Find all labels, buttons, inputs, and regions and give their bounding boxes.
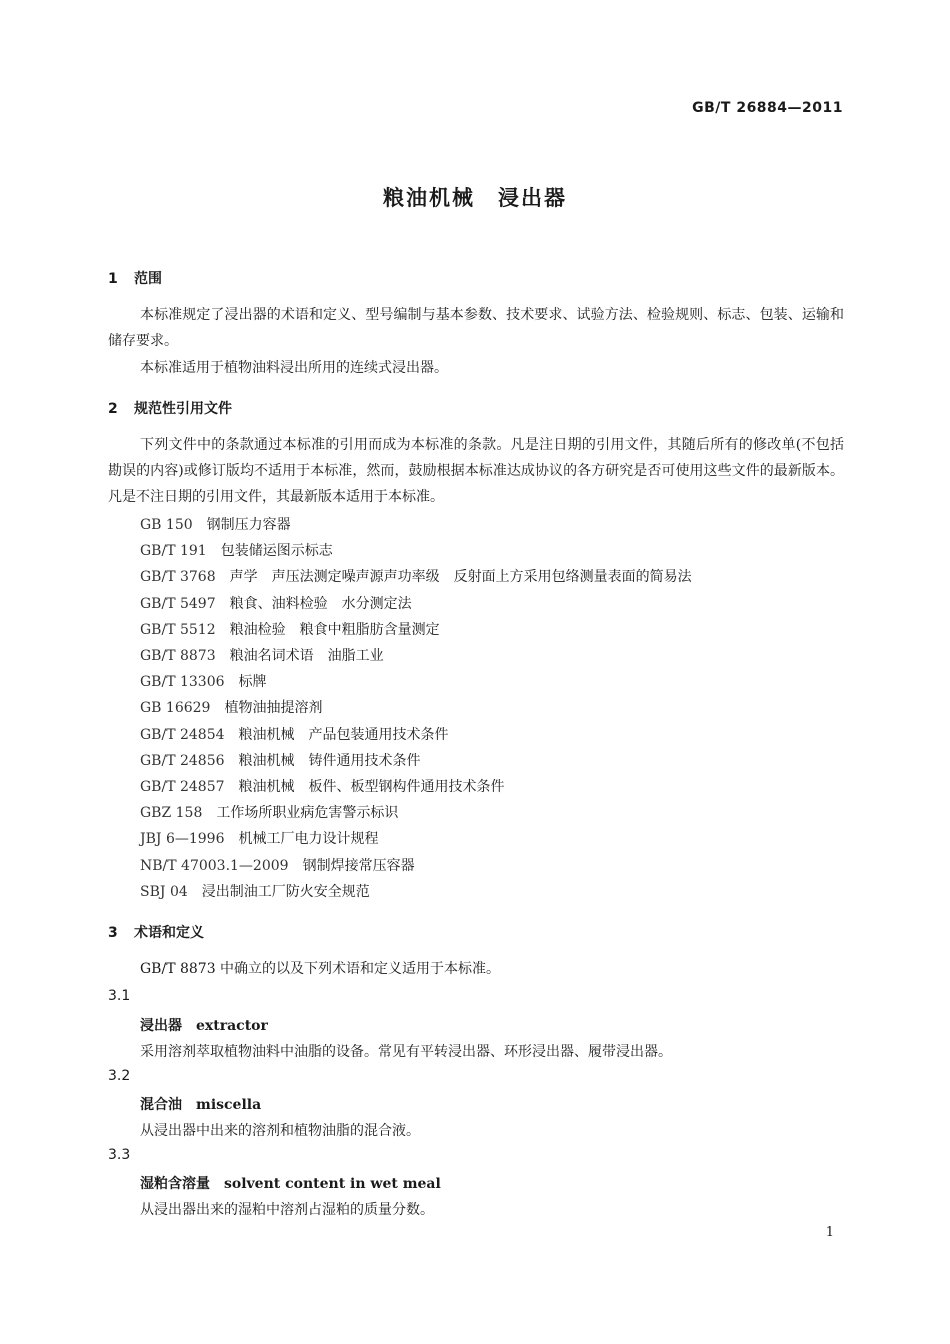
reference-code: GB/T 24857	[140, 779, 225, 795]
reference-item	[140, 751, 421, 771]
reference-spacer	[225, 727, 239, 743]
reference-title: 标牌	[238, 674, 267, 691]
reference-item	[140, 672, 267, 692]
reference-spacer	[225, 831, 239, 847]
reference-code: GB/T 3768	[140, 569, 216, 586]
term-number: 3.1	[108, 988, 131, 1004]
reference-spacer	[225, 753, 239, 769]
reference-code: JBJ 6—1996	[140, 831, 225, 848]
reference-title: 粮油机械 板件、板型钢构件通用技术条件	[238, 779, 505, 795]
page-number: 1	[825, 1225, 834, 1240]
document-title: 粮油机械 浸出器	[383, 186, 567, 210]
reference-spacer	[216, 622, 230, 638]
section-3-heading	[108, 922, 204, 942]
term-name-en: solvent content in wet meal	[224, 1176, 441, 1192]
term-definition: 采用溶剂萃取植物油料中油脂的设备。常见有平转浸出器、环形浸出器、履带浸出器。	[140, 1044, 672, 1060]
reference-code: GBZ 158	[140, 805, 203, 822]
term-name-zh: 混合油	[140, 1097, 182, 1113]
term-name-zh: 浸出器	[140, 1018, 182, 1034]
reference-spacer	[225, 779, 239, 795]
reference-title: 植物油抽提溶剂	[224, 700, 323, 717]
reference-title: 包装储运图示标志	[220, 543, 333, 560]
reference-title: 浸出制油工厂防火安全规范	[201, 883, 370, 900]
reference-item	[140, 856, 415, 876]
reference-code: GB/T 24854	[140, 726, 225, 743]
reference-title: 粮油机械 铸件通用技术条件	[238, 752, 421, 769]
section-title: 规范性引用文件	[134, 401, 232, 417]
reference-code: GB/T 5497	[140, 595, 216, 612]
reference-item	[140, 829, 379, 849]
reference-spacer	[289, 858, 303, 874]
reference-title: 钢制焊接常压容器	[302, 857, 415, 874]
reference-spacer	[210, 700, 224, 716]
reference-spacer	[188, 884, 202, 900]
reference-item	[140, 882, 370, 902]
reference-spacer	[216, 569, 230, 585]
reference-code: GB/T 8873	[140, 648, 216, 664]
reference-title: 粮油名词术语 油脂工业	[229, 648, 384, 664]
reference-spacer	[225, 674, 239, 690]
section-number: 3	[108, 925, 118, 941]
reference-item	[140, 725, 449, 745]
reference-title: 工作场所职业病危害警示标识	[216, 805, 399, 822]
reference-code: NB/T 47003.1—2009	[140, 857, 289, 874]
term-name-zh: 湿粕含溶量	[140, 1176, 210, 1192]
section-title: 范围	[134, 271, 162, 287]
reference-spacer	[216, 596, 230, 612]
reference-code: GB 150	[140, 517, 193, 533]
reference-code: GB 16629	[140, 700, 211, 717]
reference-code: SBJ 04	[140, 883, 188, 900]
reference-code: GB/T 191	[140, 543, 207, 560]
section-number: 1	[108, 271, 118, 287]
standard-code: GB/T 26884—2011	[692, 100, 843, 116]
term-name	[140, 1173, 441, 1193]
section-1-heading	[108, 268, 162, 288]
section-3-paragraph-1: GB/T 8873 中确立的以及下列术语和定义适用于本标准。	[140, 961, 501, 977]
reference-code: GB/T 5512	[140, 621, 216, 638]
reference-item	[140, 620, 440, 640]
reference-item	[140, 803, 398, 823]
reference-title: 机械工厂电力设计规程	[238, 831, 379, 848]
term-number: 3.3	[108, 1147, 131, 1163]
reference-title: 粮油机械 产品包装通用技术条件	[238, 726, 449, 743]
section-number: 2	[108, 401, 118, 417]
reference-item	[140, 541, 333, 561]
term-name-en: miscella	[196, 1097, 262, 1113]
section-2-heading	[108, 398, 232, 418]
reference-code: GB/T 13306	[140, 674, 225, 691]
reference-code: GB/T 24856	[140, 752, 225, 769]
term-name	[140, 1015, 268, 1035]
reference-title: 钢制压力容器	[206, 517, 291, 533]
reference-spacer	[216, 648, 230, 664]
section-2-paragraph-1: 下列文件中的条款通过本标准的引用而成为本标准的条款。凡是注日期的引用文件，其随后所有的修改单(不包括勘误的内容)或修订版均不适用于本标准，然而，鼓励根据本标准达成协议的各方研究是否可使用这些文件的最新版本。凡是不注日期的引用文件，其最新版本适用于本标准。	[108, 437, 844, 505]
term-name	[140, 1094, 261, 1114]
reference-spacer	[202, 805, 216, 821]
reference-item	[140, 515, 291, 535]
reference-spacer	[207, 543, 221, 559]
reference-title: 粮食、油料检验 水分测定法	[229, 595, 412, 612]
section-1-paragraph-1: 本标准规定了浸出器的术语和定义、型号编制与基本参数、技术要求、试验方法、检验规则、标志、包装、运输和储存要求。	[108, 307, 844, 349]
section-title: 术语和定义	[134, 925, 204, 941]
reference-title: 声学 声压法测定噪声源声功率级 反射面上方采用包络测量表面的简易法	[229, 569, 692, 586]
term-definition: 从浸出器出来的湿粕中溶剂占湿粕的质量分数。	[140, 1202, 434, 1218]
term-name-en: extractor	[196, 1018, 268, 1034]
reference-item	[140, 567, 692, 587]
section-1-paragraph-2: 本标准适用于植物油料浸出所用的连续式浸出器。	[140, 360, 448, 376]
reference-item	[140, 646, 384, 666]
reference-item	[140, 777, 505, 797]
reference-title: 粮油检验 粮食中粗脂肪含量测定	[229, 621, 440, 638]
reference-item	[140, 698, 322, 718]
reference-spacer	[193, 517, 207, 533]
term-definition: 从浸出器中出来的溶剂和植物油脂的混合液。	[140, 1123, 420, 1139]
term-number: 3.2	[108, 1068, 131, 1084]
reference-item	[140, 594, 412, 614]
